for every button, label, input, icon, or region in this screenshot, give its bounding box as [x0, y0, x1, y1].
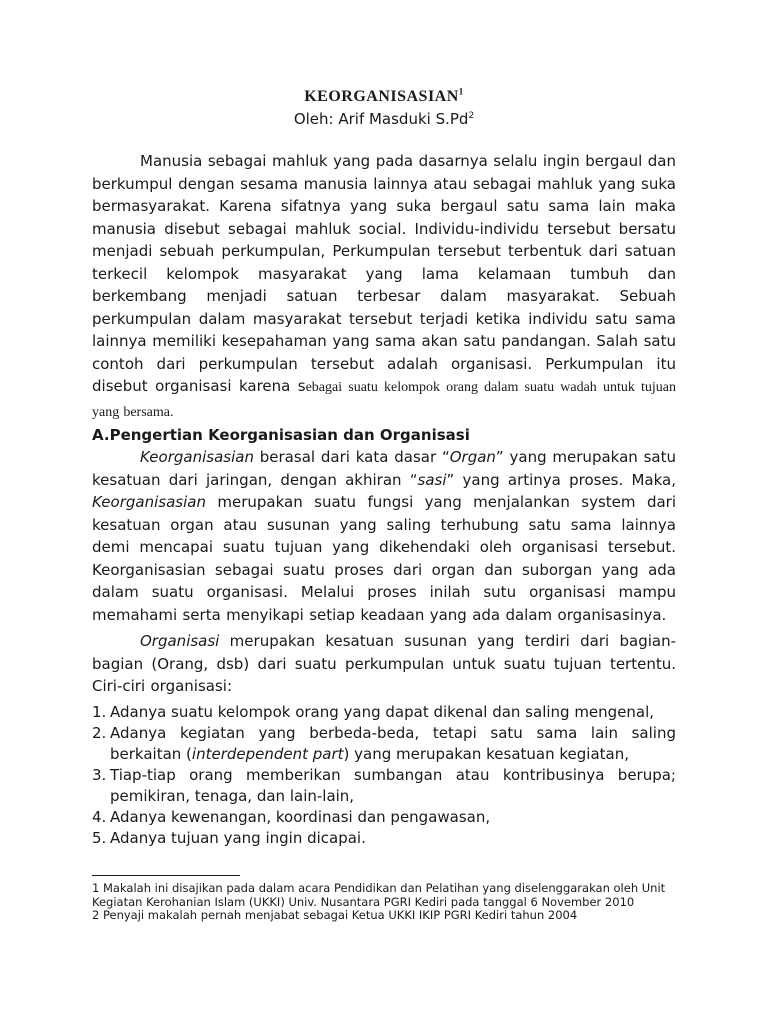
- list-number: 4.: [92, 807, 107, 826]
- author-footnote-mark[interactable]: 2: [468, 111, 475, 121]
- list-number: 1.: [92, 702, 107, 721]
- list-item: [92, 807, 676, 828]
- list-item-text: [110, 723, 676, 765]
- author-text: Oleh: Arif Masduki S.Pd: [293, 110, 469, 128]
- term-keorganisasian: Keorganisasian: [140, 448, 254, 466]
- footnote-2: 2 Penyaji makalah pernah menjabat sebagai Ketua UKKI IKIP PGRI Kediri tahun 2004: [92, 908, 578, 922]
- list-item: [92, 723, 676, 765]
- list-item-text: Tiap-tiap orang memberikan sumbangan atau kontribusinya berupa; pemikiran, tenaga, dan lain-lain,: [110, 765, 676, 805]
- criteria-list: [92, 702, 676, 849]
- list-item: [92, 702, 676, 723]
- term-organisasi: Organisasi: [140, 632, 220, 650]
- intro-text-serif: ebagai suatu kelompok orang dalam suatu wadah untuk tujuan yang bersama.: [92, 380, 676, 420]
- list-item-text: Adanya tujuan yang ingin dicapai.: [110, 828, 366, 847]
- p1-text-4: merupakan suatu fungsi yang menjalankan system dari kesatuan organ atau susunan yang saling terhubung satu sama lainnya demi mencapai suatu tujuan yang dikehendaki oleh organisasi tersebut. Keorganisasian sebagai suatu proses dari organ dan suborgan yang ada dalam suatu organisasi. Melalui proses inilah sutu organisasi mampu memahami serta menyikapi setiap keadaan yang ada dalam organisasinya.: [92, 493, 676, 624]
- section-a-heading: A.Pengertian Keorganisasian dan Organisasi: [92, 426, 470, 444]
- list-item-text: Adanya kewenangan, koordinasi dan pengawasan,: [110, 807, 491, 826]
- list-number: 3.: [92, 765, 107, 784]
- term-interdependent-part: interdependent part: [191, 744, 344, 763]
- p1-text-3: ” yang artinya proses. Maka,: [446, 470, 677, 489]
- title-text: KEORGANISASIAN: [304, 88, 459, 105]
- document-title: [92, 86, 676, 108]
- term-organ: Organ: [449, 448, 496, 466]
- list-number: 2.: [92, 723, 107, 742]
- document-body: [92, 86, 676, 849]
- list-item-text-post: ) yang merupakan kesatuan kegiatan,: [343, 744, 630, 763]
- list-item-text-pre: Adanya kegiatan yang berbeda-beda, tetapi satu sama lain saling berkaitan (: [110, 723, 676, 763]
- footnote-1: 1 Makalah ini disajikan pada dalam acara Pendidikan dan Pelatihan yang diselenggarakan oleh Unit Kegiatan Kerohanian Islam (UKKI) Univ. Nusantara PGRI Kediri pada tanggal 6 November 2010: [92, 881, 666, 909]
- list-item-text: Adanya suatu kelompok orang yang dapat dikenal dan saling mengenal,: [110, 702, 655, 721]
- footnotes: [92, 875, 676, 923]
- p1-text-1: berasal dari kata dasar “: [253, 448, 450, 466]
- section-a-paragraph-1: [92, 446, 676, 626]
- intro-text: Manusia sebagai mahluk yang pada dasarnya selalu ingin bergaul dan berkumpul dengan sesama manusia lainnya atau sebagai mahluk yang suka bermasyarakat. Karena sifatnya yang suka bergaul satu sama lain maka manusia disebut sebagai mahluk social. Individu-individu tersebut bersatu menjadi sebuah perkumpulan, Perkumpulan tersebut terbentuk dari satuan terkecil kelompok masyarakat yang lama kelamaan tumbuh dan berkembang menjadi satuan terbesar dalam masyarakat. Sebuah perkumpulan dalam masyarakat tersebut terjadi ketika individu satu sama lainnya memiliki kesepahaman yang sama akan satu pandangan. Salah satu contoh dari perkumpulan tersebut adalah organisasi. Perkumpulan itu disebut organisasi karena s: [92, 152, 676, 395]
- author-line: [92, 108, 676, 130]
- title-footnote-mark[interactable]: 1: [458, 86, 464, 97]
- list-number: 5.: [92, 828, 107, 847]
- p1-text-2: ” yang merupakan satu kesatuan dari jaringan, dengan akhiran “: [92, 448, 676, 489]
- footnote-separator: [92, 875, 240, 876]
- term-keorganisasian-2: Keorganisasian: [92, 493, 206, 511]
- section-a-paragraph-2: [92, 630, 676, 698]
- p2-text: merupakan kesatuan susunan yang terdiri dari bagian-bagian (Orang, dsb) dari suatu perkumpulan untuk suatu tujuan tertentu. Ciri-ciri organisasi:: [92, 632, 676, 695]
- list-item: [92, 828, 676, 849]
- term-sasi: sasi: [417, 470, 447, 489]
- intro-paragraph: [92, 150, 676, 424]
- list-item: [92, 765, 676, 807]
